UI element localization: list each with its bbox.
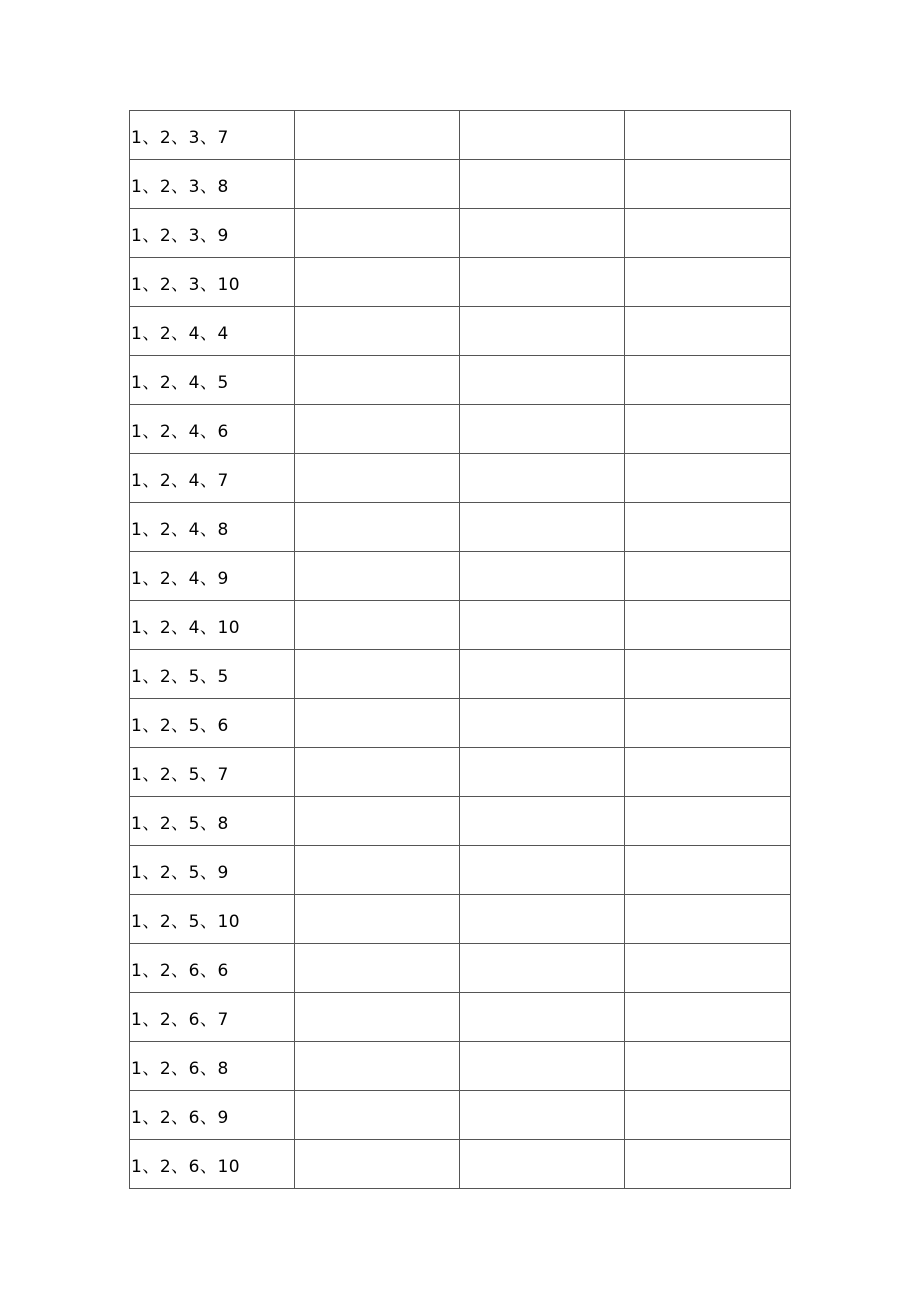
combination-cell [130,1140,295,1189]
table-row [130,797,791,846]
combination-text: 1、2、4、4 [131,323,229,344]
empty-cell-col3 [460,111,625,160]
combination-cell [130,993,295,1042]
empty-cell-col4 [625,1042,791,1091]
empty-cell-col2 [295,307,460,356]
table-row [130,1091,791,1140]
combination-cell [130,111,295,160]
combination-cell [130,748,295,797]
table-row [130,258,791,307]
combination-cell [130,307,295,356]
empty-cell-col4 [625,944,791,993]
combination-cell [130,405,295,454]
combination-cell [130,1042,295,1091]
empty-cell-col4 [625,356,791,405]
combination-cell [130,209,295,258]
empty-cell-col2 [295,699,460,748]
empty-cell-col3 [460,748,625,797]
empty-cell-col4 [625,258,791,307]
empty-cell-col3 [460,993,625,1042]
table-row [130,1042,791,1091]
empty-cell-col2 [295,601,460,650]
empty-cell-col3 [460,552,625,601]
table-row [130,454,791,503]
table-row [130,993,791,1042]
combination-text: 1、2、4、10 [131,617,241,638]
empty-cell-col4 [625,748,791,797]
empty-cell-col2 [295,895,460,944]
empty-cell-col4 [625,1091,791,1140]
empty-cell-col2 [295,797,460,846]
combination-text: 1、2、6、10 [131,1156,241,1177]
empty-cell-col3 [460,797,625,846]
empty-cell-col2 [295,1140,460,1189]
empty-cell-col3 [460,454,625,503]
empty-cell-col4 [625,601,791,650]
empty-cell-col4 [625,307,791,356]
combination-cell [130,944,295,993]
combination-text: 1、2、4、5 [131,372,229,393]
empty-cell-col2 [295,1042,460,1091]
table-row [130,356,791,405]
empty-cell-col2 [295,405,460,454]
combination-text: 1、2、4、8 [131,519,229,540]
table-row [130,699,791,748]
empty-cell-col4 [625,895,791,944]
empty-cell-col2 [295,160,460,209]
combination-cell [130,356,295,405]
combination-cell [130,160,295,209]
table-row [130,552,791,601]
combination-text: 1、2、6、8 [131,1058,229,1079]
table-row [130,160,791,209]
table-row [130,748,791,797]
combination-cell [130,503,295,552]
number-combination-table [129,110,791,1189]
table-row [130,209,791,258]
combination-text: 1、2、5、5 [131,666,229,687]
empty-cell-col4 [625,846,791,895]
empty-cell-col2 [295,1091,460,1140]
table-row [130,846,791,895]
empty-cell-col3 [460,699,625,748]
combination-text: 1、2、4、9 [131,568,229,589]
combination-text: 1、2、6、6 [131,960,229,981]
table-row [130,111,791,160]
table-row [130,1140,791,1189]
empty-cell-col2 [295,748,460,797]
combination-text: 1、2、3、9 [131,225,229,246]
empty-cell-col3 [460,1091,625,1140]
empty-cell-col3 [460,503,625,552]
combination-cell [130,650,295,699]
combination-text: 1、2、3、8 [131,176,229,197]
empty-cell-col2 [295,552,460,601]
empty-cell-col2 [295,944,460,993]
empty-cell-col3 [460,1042,625,1091]
combination-cell [130,846,295,895]
empty-cell-col3 [460,307,625,356]
empty-cell-col3 [460,846,625,895]
empty-cell-col3 [460,1140,625,1189]
empty-cell-col4 [625,405,791,454]
combination-text: 1、2、5、10 [131,911,241,932]
combination-text: 1、2、5、9 [131,862,229,883]
empty-cell-col3 [460,160,625,209]
empty-cell-col2 [295,454,460,503]
table-row [130,307,791,356]
empty-cell-col2 [295,503,460,552]
empty-cell-col4 [625,454,791,503]
combination-cell [130,699,295,748]
table-row [130,601,791,650]
table-row [130,895,791,944]
empty-cell-col4 [625,209,791,258]
empty-cell-col4 [625,503,791,552]
combination-cell [130,895,295,944]
table-row [130,503,791,552]
empty-cell-col2 [295,111,460,160]
empty-cell-col4 [625,1140,791,1189]
empty-cell-col3 [460,895,625,944]
empty-cell-col4 [625,993,791,1042]
combination-cell [130,601,295,650]
table-body [130,111,791,1189]
combination-cell [130,797,295,846]
empty-cell-col3 [460,601,625,650]
empty-cell-col4 [625,552,791,601]
empty-cell-col4 [625,797,791,846]
combination-text: 1、2、6、7 [131,1009,229,1030]
combination-cell [130,258,295,307]
empty-cell-col2 [295,356,460,405]
empty-cell-col4 [625,650,791,699]
table-row [130,944,791,993]
empty-cell-col2 [295,650,460,699]
empty-cell-col2 [295,258,460,307]
empty-cell-col3 [460,650,625,699]
empty-cell-col3 [460,209,625,258]
combination-text: 1、2、5、7 [131,764,229,785]
combination-text: 1、2、3、10 [131,274,241,295]
combination-text: 1、2、5、8 [131,813,229,834]
combination-text: 1、2、5、6 [131,715,229,736]
empty-cell-col4 [625,111,791,160]
combination-text: 1、2、4、7 [131,470,229,491]
empty-cell-col2 [295,846,460,895]
combination-text: 1、2、3、7 [131,127,229,148]
empty-cell-col4 [625,160,791,209]
combination-cell [130,1091,295,1140]
empty-cell-col4 [625,699,791,748]
table-row [130,405,791,454]
empty-cell-col3 [460,356,625,405]
empty-cell-col2 [295,209,460,258]
combination-text: 1、2、4、6 [131,421,229,442]
combination-cell [130,552,295,601]
empty-cell-col3 [460,258,625,307]
empty-cell-col2 [295,993,460,1042]
empty-cell-col3 [460,944,625,993]
combination-cell [130,454,295,503]
empty-cell-col3 [460,405,625,454]
combination-text: 1、2、6、9 [131,1107,229,1128]
table-row [130,650,791,699]
